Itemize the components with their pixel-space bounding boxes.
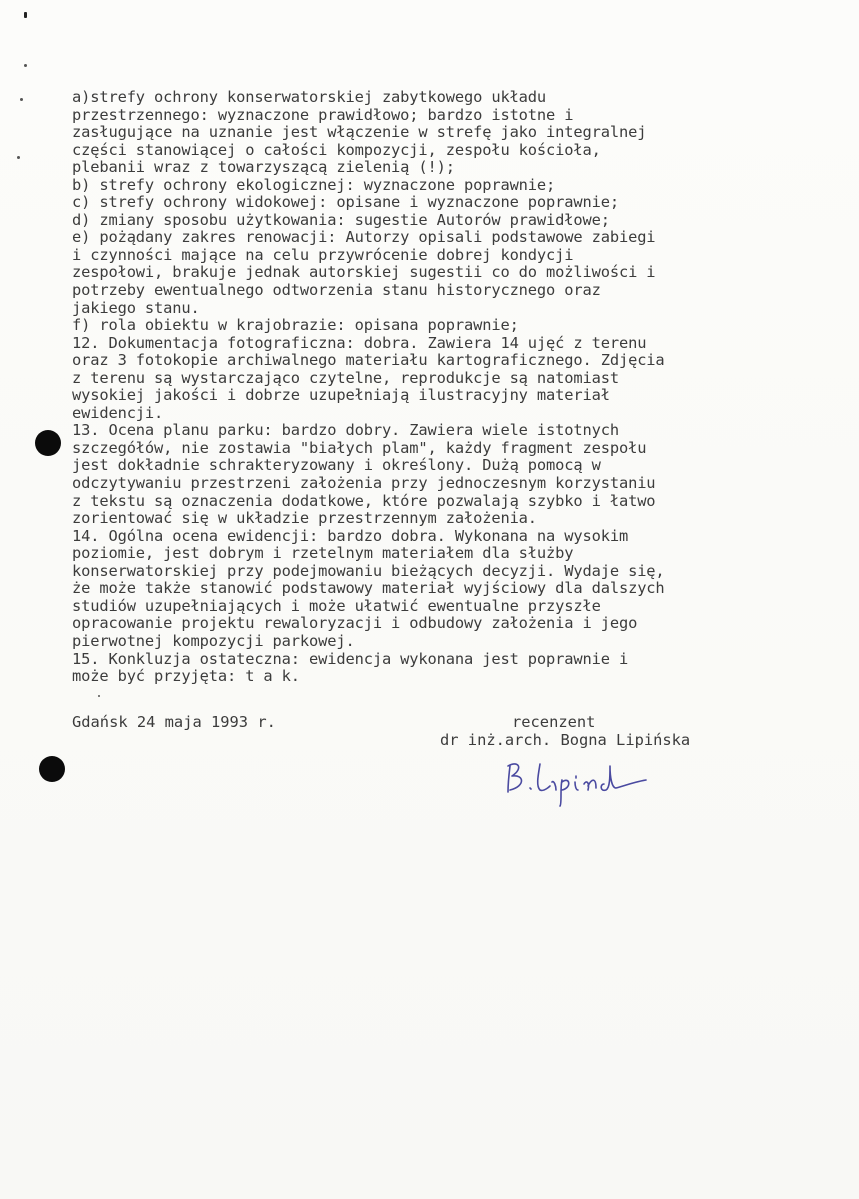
text-line: 14. Ogólna ocena ewidencji: bardzo dobra. Wykonana na wysokim xyxy=(72,526,629,545)
paper-speck xyxy=(20,98,23,101)
reviewer-role: recenzent xyxy=(512,713,596,731)
handwritten-signature xyxy=(500,752,660,808)
text-line: szczegółów, nie zostawia "białych plam", każdy fragment zespołu xyxy=(72,438,647,457)
text-line: przestrzennego: wyznaczone prawidłowo; bardzo istotne i xyxy=(72,105,574,124)
text-line: b) strefy ochrony ekologicznej: wyznaczone poprawnie; xyxy=(72,175,556,194)
text-line: d) zmiany sposobu użytkowania: sugestie Autorów prawidłowe; xyxy=(72,210,610,229)
text-line: zasługujące na uznanie jest włączenie w strefę jako integralnej xyxy=(72,123,647,142)
text-line: f) rola obiektu w krajobrazie: opisana poprawnie; xyxy=(72,316,519,335)
punch-hole-bottom xyxy=(39,756,65,782)
text-line: 13. Ocena planu parku: bardzo dobry. Zawiera wiele istotnych xyxy=(72,421,619,440)
text-line: odczytywaniu przestrzeni założenia przy jednoczesnym korzystaniu xyxy=(72,474,656,493)
text-line: studiów uzupełniających i może ułatwić ewentualne przyszłe xyxy=(72,596,601,615)
text-line: a)strefy ochrony konserwatorskiej zabytkowego układu xyxy=(72,88,547,106)
text-line: opracowanie projektu rewaloryzacji i odbudowy założenia i jego xyxy=(72,614,638,633)
paper-speck xyxy=(98,695,100,697)
text-line: ewidencji. xyxy=(72,403,164,422)
text-line: poziomie, jest dobrym i rzetelnym materiałem dla służby xyxy=(72,544,574,563)
text-line: oraz 3 fotokopie archiwalnego materiału kartograficznego. Zdjęcia xyxy=(72,351,665,370)
text-line: pierwotnej kompozycji parkowej. xyxy=(72,631,355,650)
text-line: potrzeby ewentualnego odtworzenia stanu historycznego oraz xyxy=(72,281,601,300)
text-line: może być przyjęta: t a k. xyxy=(72,667,300,686)
paper-speck xyxy=(24,12,27,18)
text-line: i czynności mające na celu przywrócenie dobrej kondycji xyxy=(72,245,574,264)
review-body-text xyxy=(72,89,772,686)
place-and-date: Gdańsk 24 maja 1993 r. xyxy=(72,713,276,731)
text-line: konserwatorskiej przy podejmowaniu bieżących decyzji. Wydaje się, xyxy=(72,561,665,580)
text-line: c) strefy ochrony widokowej: opisane i wyznaczone poprawnie; xyxy=(72,193,619,212)
punch-hole-top xyxy=(35,430,61,456)
reviewer-block xyxy=(440,713,740,749)
text-line: części stanowiącej o całości kompozycji, zespołu kościoła, xyxy=(72,140,601,159)
text-line: 15. Konkluzja ostateczna: ewidencja wykonana jest poprawnie i xyxy=(72,649,629,668)
text-line: zespołowi, brakuje jednak autorskiej sugestii co do możliwości i xyxy=(72,263,656,282)
text-line: jest dokładnie schrakteryzowany i określony. Dużą pomocą w xyxy=(72,456,601,475)
text-line: zorientować się w układzie przestrzennym założenia. xyxy=(72,509,537,528)
paper-speck xyxy=(24,64,27,67)
text-line: 12. Dokumentacja fotograficzna: dobra. Zawiera 14 ujęć z terenu xyxy=(72,333,647,352)
text-line: jakiego stanu. xyxy=(72,298,200,317)
paper-speck xyxy=(17,156,20,159)
text-line: że może także stanowić podstawowy materiał wyjściowy dla dalszych xyxy=(72,579,665,598)
reviewer-name: dr inż.arch. Bogna Lipińska xyxy=(440,731,691,749)
text-line: e) pożądany zakres renowacji: Autorzy opisali podstawowe zabiegi xyxy=(72,228,656,247)
text-line: plebanii wraz z towarzyszącą zielenią (!); xyxy=(72,158,455,177)
text-line: wysokiej jakości i dobrze uzupełniają ilustracyjny materiał xyxy=(72,386,610,405)
text-line: z tekstu są oznaczenia dodatkowe, które pozwalają szybko i łatwo xyxy=(72,491,656,510)
text-line: z terenu są wystarczająco czytelne, reprodukcje są natomiast xyxy=(72,368,619,387)
